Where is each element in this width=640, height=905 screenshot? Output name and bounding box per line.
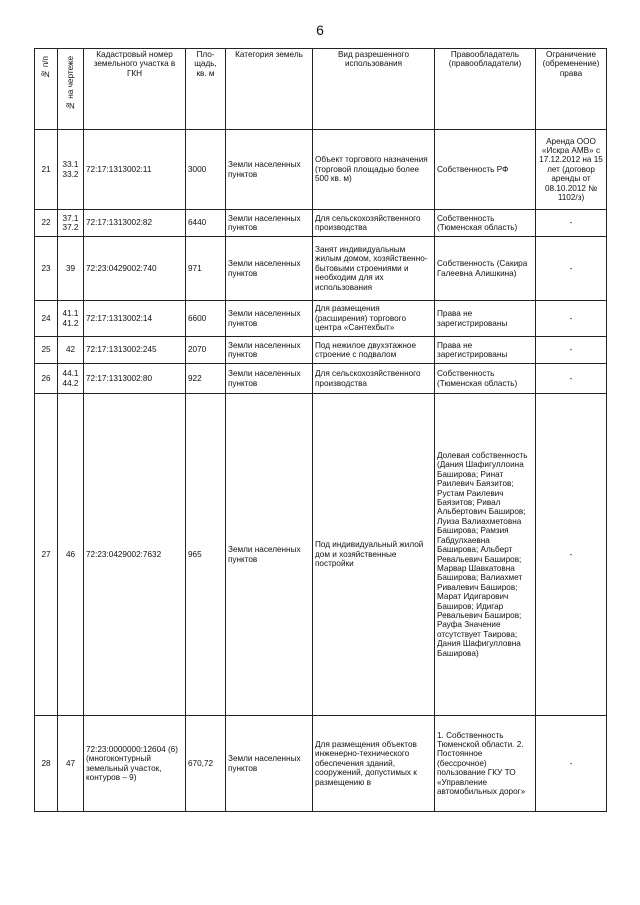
table-row xyxy=(35,210,607,237)
land-category: Земли населенных пунктов xyxy=(226,716,313,812)
permitted-use: Для размещения объектов инженерно-технического обеспечения зданий, сооружений, допустимых к размещению в xyxy=(313,716,435,812)
land-category: Земли населенных пунктов xyxy=(226,237,313,301)
restriction: - xyxy=(536,364,607,394)
owner: Долевая собственность (Дания Шафигуллоина Баширова; Ринат Раилевич Баязитов; Рустам Раилевич Баязитов; Ривал Альбертович Баширов; Луиза Валиахметовна Баширова; Рамзия Габдулхаевна Баширова; Альберт Ревальевич Баширов; Марвар Шавкатовна Баширова; Валиахмет Ривалевич Баширов; Марат Идигарович Баширов; Идигар Ревальевич Баширов; Рауфа Значение отсутствует Таирова; Дания Шафигулловна Баширова) xyxy=(435,394,536,716)
table-header-row xyxy=(35,49,607,130)
restriction: - xyxy=(536,301,607,337)
area-value: 2070 xyxy=(186,337,226,364)
land-category: Земли населенных пунктов xyxy=(226,301,313,337)
row-number: 28 xyxy=(35,716,58,812)
restriction: - xyxy=(536,394,607,716)
permitted-use: Под индивидуальный жилой дом и хозяйственные постройки xyxy=(313,394,435,716)
permitted-use: Для сельскохозяйственного производства xyxy=(313,364,435,394)
area-value: 3000 xyxy=(186,130,226,210)
cadastral-number: 72:17:1313002:11 xyxy=(84,130,186,210)
table-row xyxy=(35,716,607,812)
cadastral-number: 72:17:1313002:14 xyxy=(84,301,186,337)
permitted-use: Для размещения (расширения) торгового центра «Сантехбыт» xyxy=(313,301,435,337)
row-number: 26 xyxy=(35,364,58,394)
row-number: 22 xyxy=(35,210,58,237)
land-category: Земли населенных пунктов xyxy=(226,364,313,394)
table-row xyxy=(35,364,607,394)
restriction: Аренда ООО «Искра АМВ» с 17.12.2012 на 15 лет (договор аренды от 08.10.2012 № 1102/з) xyxy=(536,130,607,210)
drawing-number: 44.1 44.2 xyxy=(58,364,84,394)
header-drawing-number: № на чертеже xyxy=(58,49,84,130)
area-value: 6600 xyxy=(186,301,226,337)
row-number: 21 xyxy=(35,130,58,210)
cadastral-number: 72:23:0000000:12604 (6) (многоконтурный земельный участок, контуров – 9) xyxy=(84,716,186,812)
land-plots-table xyxy=(34,48,607,812)
drawing-number: 33.1 33.2 xyxy=(58,130,84,210)
land-category: Земли населенных пунктов xyxy=(226,394,313,716)
restriction: - xyxy=(536,716,607,812)
page-number: 6 xyxy=(316,22,324,38)
owner: Собственность РФ xyxy=(435,130,536,210)
table-row xyxy=(35,130,607,210)
cadastral-number: 72:17:1313002:245 xyxy=(84,337,186,364)
owner: Права не зарегистрированы xyxy=(435,337,536,364)
header-owner: Правообладатель (правообладатели) xyxy=(435,49,536,130)
cadastral-number: 72:17:1313002:82 xyxy=(84,210,186,237)
drawing-number: 42 xyxy=(58,337,84,364)
land-category: Земли населенных пунктов xyxy=(226,210,313,237)
owner: Права не зарегистрированы xyxy=(435,301,536,337)
row-number: 25 xyxy=(35,337,58,364)
restriction: - xyxy=(536,337,607,364)
header-permitted-use: Вид разрешенного использования xyxy=(313,49,435,130)
header-restriction: Ограничение (обременение) права xyxy=(536,49,607,130)
permitted-use: Для сельскохозяйственного производства xyxy=(313,210,435,237)
area-value: 6440 xyxy=(186,210,226,237)
table-row xyxy=(35,237,607,301)
cadastral-number: 72:17:1313002:80 xyxy=(84,364,186,394)
area-value: 922 xyxy=(186,364,226,394)
header-cadastral-number: Кадастровый номер земельного участка в ГКН xyxy=(84,49,186,130)
restriction: - xyxy=(536,237,607,301)
header-row-number: № п/п xyxy=(35,49,58,130)
header-land-category: Категория земель xyxy=(226,49,313,130)
owner: 1. Собственность Тюменской области. 2. Постоянное (бессрочное) пользование ГКУ ТО «Управление автомобильных дорог» xyxy=(435,716,536,812)
area-value: 971 xyxy=(186,237,226,301)
area-value: 965 xyxy=(186,394,226,716)
drawing-number: 41.1 41.2 xyxy=(58,301,84,337)
cadastral-number: 72:23:0429002:740 xyxy=(84,237,186,301)
header-area: Пло-щадь, кв. м xyxy=(186,49,226,130)
permitted-use: Под нежилое двухэтажное строение с подвалом xyxy=(313,337,435,364)
row-number: 27 xyxy=(35,394,58,716)
row-number: 23 xyxy=(35,237,58,301)
drawing-number: 47 xyxy=(58,716,84,812)
table-row xyxy=(35,337,607,364)
drawing-number: 37.1 37.2 xyxy=(58,210,84,237)
land-category: Земли населенных пунктов xyxy=(226,130,313,210)
restriction: - xyxy=(536,210,607,237)
table-row xyxy=(35,301,607,337)
area-value: 670,72 xyxy=(186,716,226,812)
owner: Собственность (Сакира Галеевна Алишкина) xyxy=(435,237,536,301)
cadastral-number: 72:23:0429002:7632 xyxy=(84,394,186,716)
land-category: Земли населенных пунктов xyxy=(226,337,313,364)
table-row xyxy=(35,394,607,716)
permitted-use: Занят индивидуальным жилым домом, хозяйственно-бытовыми строениями и необходим для их использования xyxy=(313,237,435,301)
owner: Собственность (Тюменская область) xyxy=(435,364,536,394)
owner: Собственность (Тюменская область) xyxy=(435,210,536,237)
permitted-use: Объект торгового назначения (торговой площадью более 500 кв. м) xyxy=(313,130,435,210)
drawing-number: 46 xyxy=(58,394,84,716)
row-number: 24 xyxy=(35,301,58,337)
drawing-number: 39 xyxy=(58,237,84,301)
